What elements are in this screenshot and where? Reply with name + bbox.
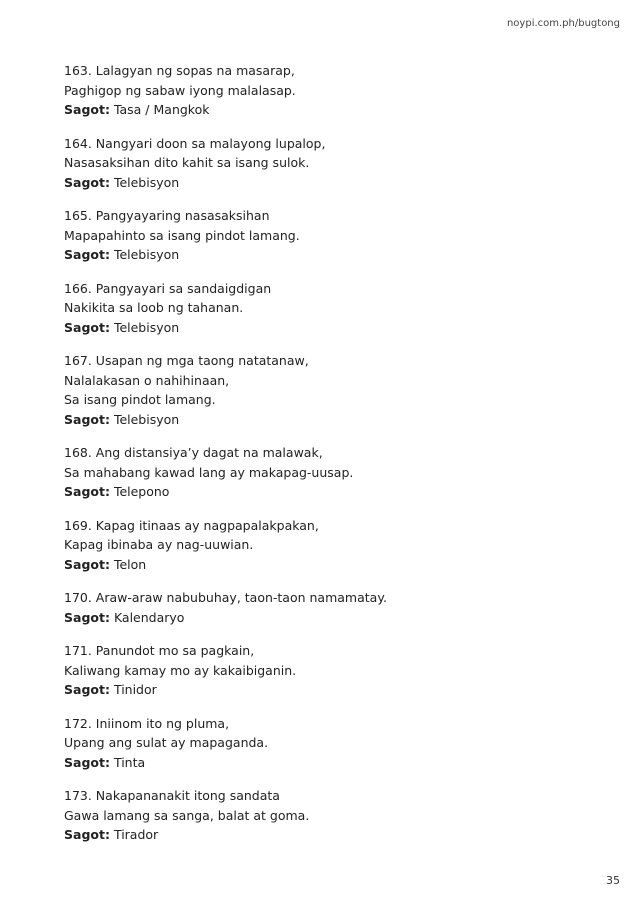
riddle-line: Kapag ibinaba ay nag-uuwian. — [64, 537, 254, 552]
riddle-item — [64, 279, 598, 338]
answer-label: Sagot: — [64, 319, 110, 335]
riddle-line: Sa isang pindot lamang. — [64, 392, 216, 407]
answer-value: Tirador — [113, 827, 159, 842]
answer-label: Sagot: — [64, 411, 110, 427]
answer-value: Tinta — [113, 754, 146, 770]
riddle-item — [64, 641, 598, 700]
answer-label: Sagot: — [64, 247, 110, 262]
riddle-item — [64, 714, 598, 773]
riddle-line: 169. Kapag itinaas ay nagpapalakpakan, — [64, 517, 319, 533]
riddle-answer — [64, 482, 598, 502]
riddle-line: Nakikita sa loob ng tahanan. — [64, 300, 244, 315]
answer-value: Tinidor — [113, 682, 157, 697]
answer-value: Telebisyon — [113, 411, 180, 427]
answer-value: Telebisyon — [113, 247, 180, 262]
answer-label: Sagot: — [64, 682, 110, 697]
page-number: 35 — [606, 874, 620, 887]
answer-label: Sagot: — [64, 754, 110, 770]
answer-label: Sagot: — [64, 484, 110, 499]
answer-value: Telon — [113, 556, 147, 572]
riddle-answer — [64, 680, 598, 700]
answer-label: Sagot: — [64, 102, 110, 117]
answer-label: Sagot: — [64, 609, 110, 625]
riddle-item — [64, 206, 598, 265]
riddle-line: 172. Iniinom ito ng pluma, — [64, 715, 230, 731]
riddle-list — [64, 61, 598, 859]
riddle-answer — [64, 410, 598, 430]
riddle-answer — [64, 825, 598, 845]
riddle-answer — [64, 753, 598, 773]
riddle-answer — [64, 173, 598, 193]
riddle-line: Upang ang sulat ay mapaganda. — [64, 735, 269, 750]
riddle-item — [64, 134, 598, 193]
answer-label: Sagot: — [64, 556, 110, 572]
riddle-line: Kaliwang kamay mo ay kakaibiganin. — [64, 662, 297, 678]
riddle-item — [64, 61, 598, 120]
riddle-line: Nasasaksihan dito kahit sa isang sulok. — [64, 155, 310, 170]
riddle-answer — [64, 100, 598, 120]
answer-value: Telebisyon — [113, 319, 180, 335]
riddle-line: Nalalakasan o nahihinaan, — [64, 372, 230, 388]
riddle-item — [64, 588, 598, 627]
riddle-item — [64, 786, 598, 845]
answer-label: Sagot: — [64, 827, 110, 842]
riddle-answer — [64, 555, 598, 575]
riddle-line: 164. Nangyari doon sa malayong lupalop, — [64, 135, 326, 151]
riddle-item — [64, 516, 598, 575]
riddle-answer — [64, 608, 598, 628]
riddle-line: 170. Araw-araw nabubuhay, taon-taon namamatay. — [64, 590, 387, 605]
riddle-line: Mapapahinto sa isang pindot lamang. — [64, 227, 300, 243]
riddle-line: Sa mahabang kawad lang ay makapag-uusap. — [64, 464, 354, 480]
answer-label: Sagot: — [64, 174, 110, 190]
riddle-line: 165. Pangyayaring nasasaksihan — [64, 208, 270, 223]
riddle-line: 171. Panundot mo sa pagkain, — [64, 643, 255, 658]
riddle-answer — [64, 245, 598, 265]
riddle-line: 166. Pangyayari sa sandaigdigan — [64, 280, 272, 296]
riddle-item — [64, 443, 598, 502]
answer-value: Telepono — [113, 484, 170, 499]
riddle-line: 163. Lalagyan ng sopas na masarap, — [64, 63, 295, 78]
riddle-answer — [64, 318, 598, 338]
answer-value: Tasa / Mangkok — [113, 102, 210, 117]
riddle-item — [64, 351, 598, 429]
riddle-line: 168. Ang distansiya’y dagat na malawak, — [64, 445, 323, 460]
riddle-line: Gawa lamang sa sanga, balat at goma. — [64, 807, 310, 823]
source-url: noypi.com.ph/bugtong — [506, 18, 620, 29]
riddle-line: 173. Nakapananakit itong sandata — [64, 788, 280, 803]
answer-value: Kalendaryo — [113, 609, 185, 625]
riddle-line: Paghigop ng sabaw iyong malalasap. — [64, 82, 296, 98]
answer-value: Telebisyon — [113, 174, 180, 190]
riddle-line: 167. Usapan ng mga taong natatanaw, — [64, 353, 309, 368]
